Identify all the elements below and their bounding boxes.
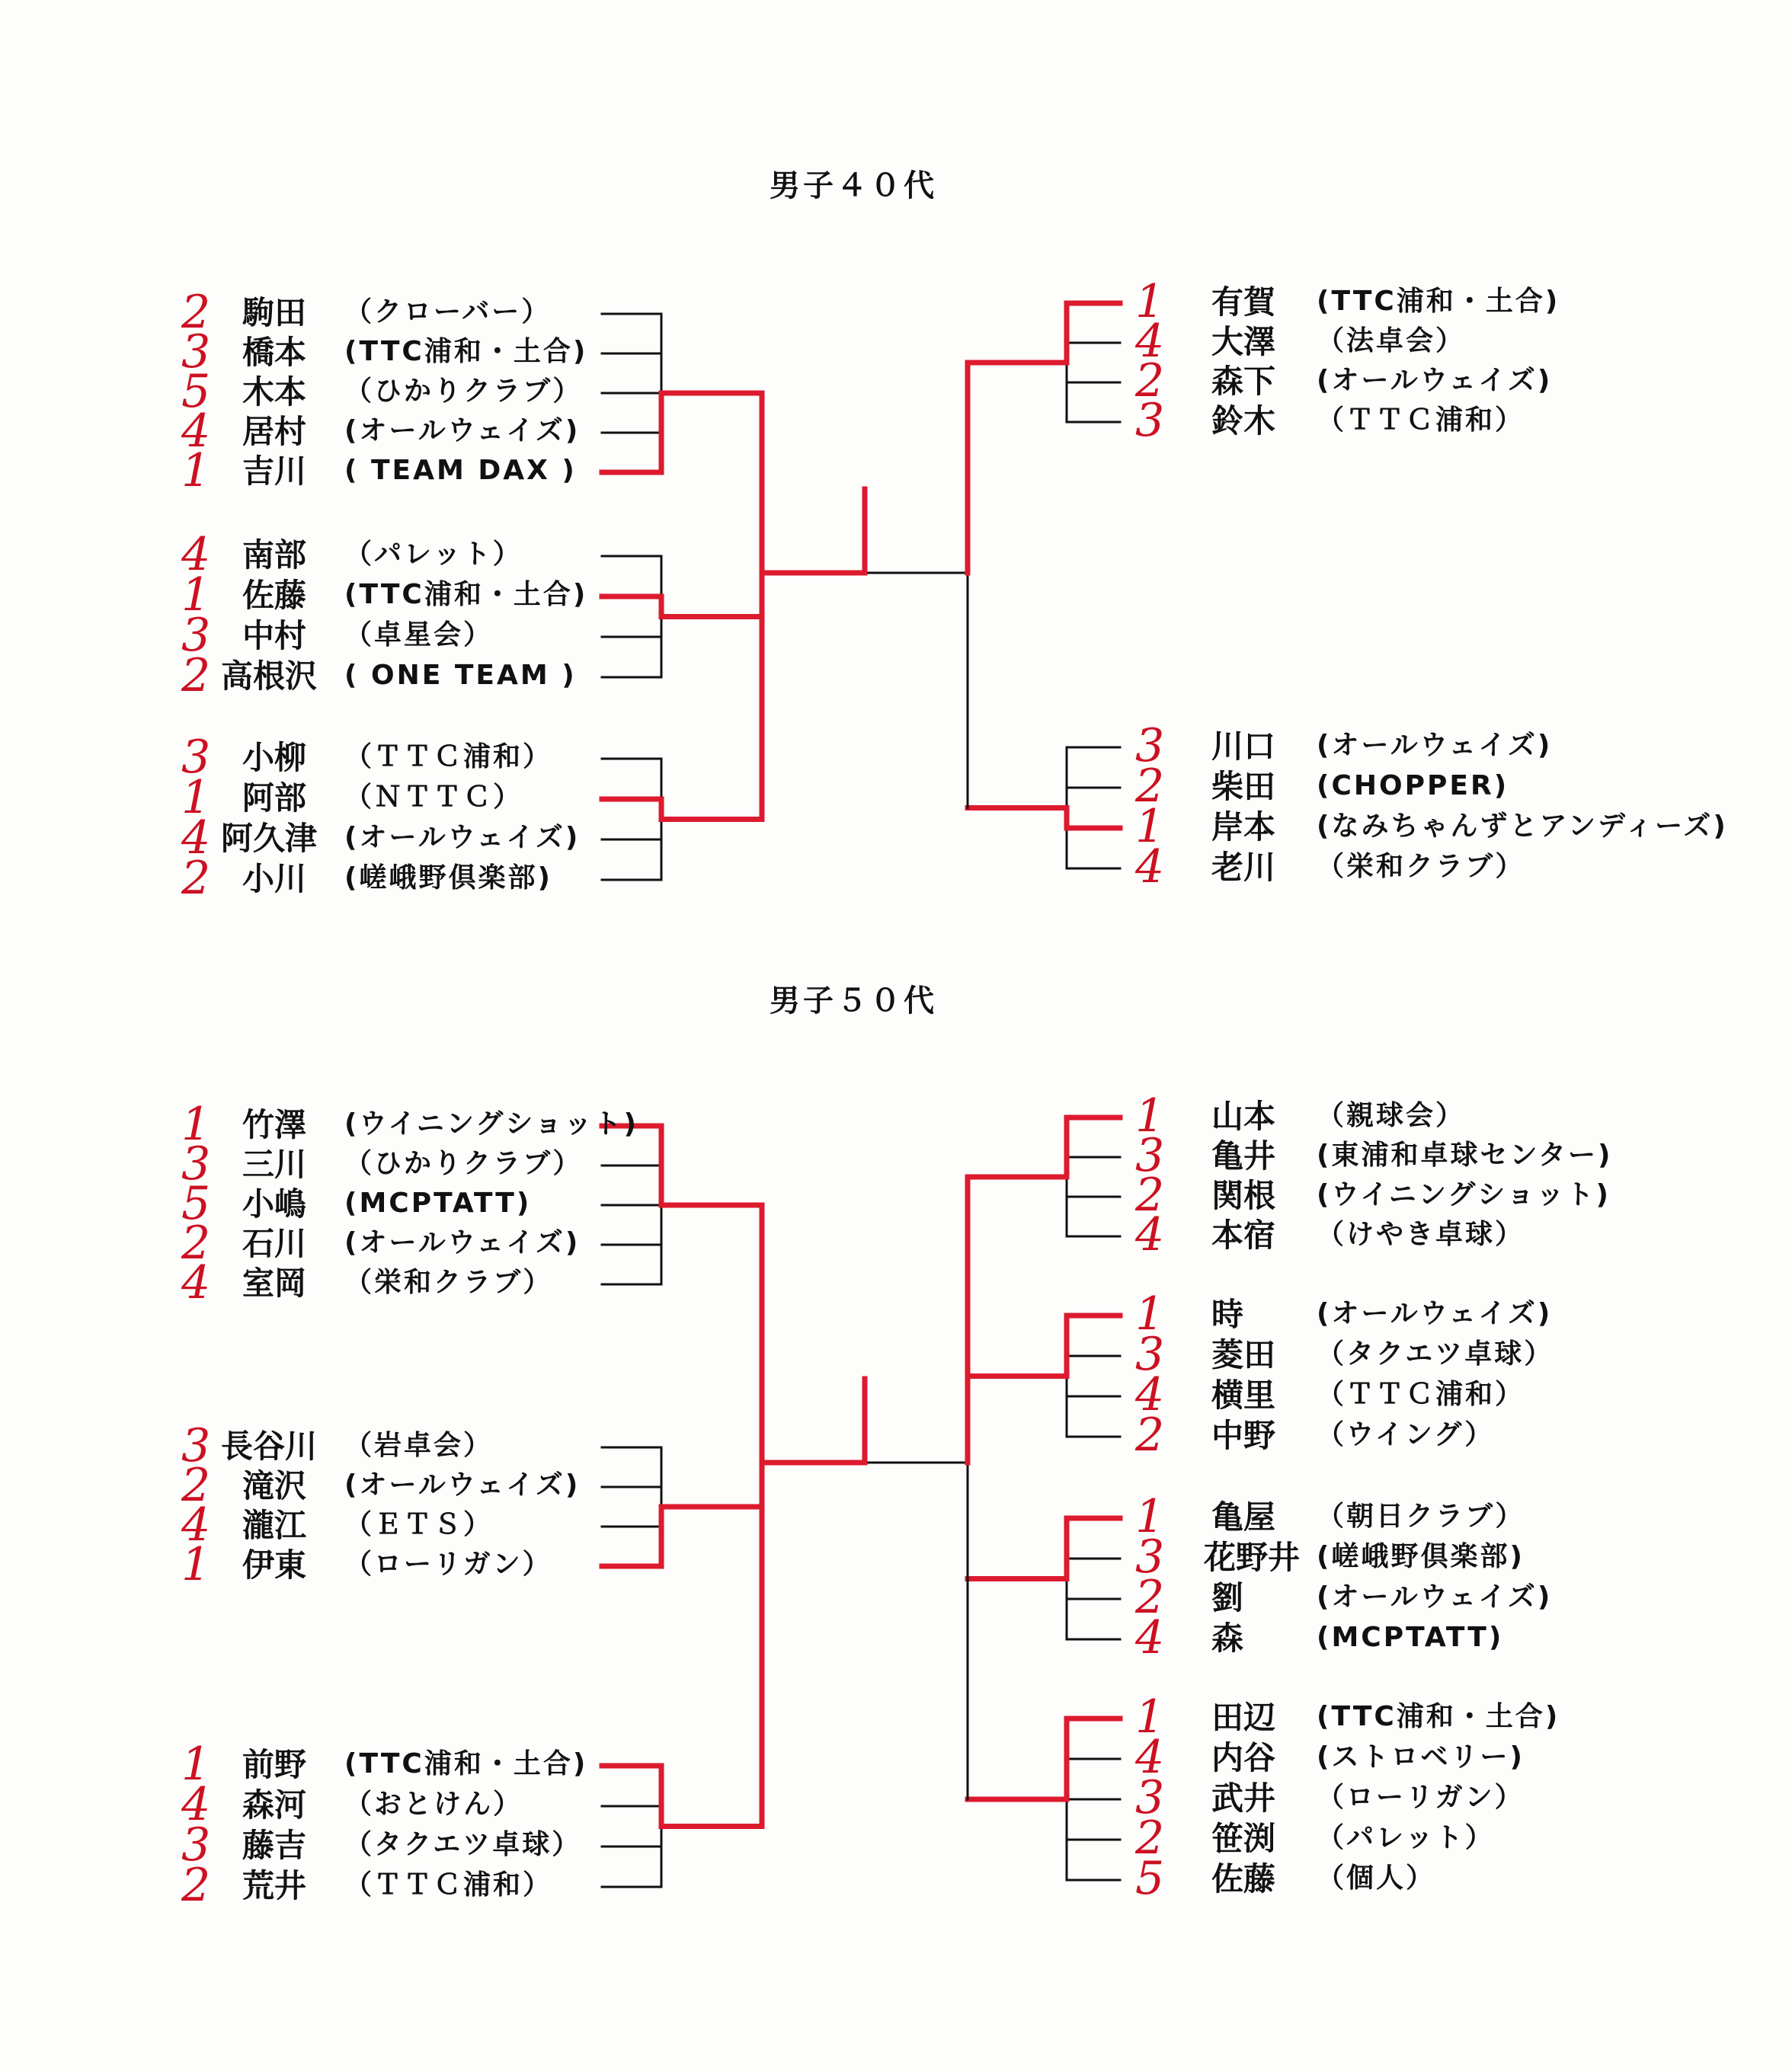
rank-mark: 2 [1135, 759, 1165, 813]
rank-mark: 4 [181, 1256, 211, 1309]
player-club: (CHOPPER) [1317, 770, 1509, 801]
rank-mark: 5 [181, 1177, 211, 1230]
rank-mark: 3 [1135, 1771, 1165, 1824]
player-club: （ローリガン） [1317, 1782, 1525, 1813]
player-club: （パレット） [344, 539, 523, 570]
player-name: 川口 [1211, 727, 1276, 765]
player-club: (TTC浦和・土合) [344, 336, 588, 367]
section-title-40s: 男子４０代 [770, 168, 937, 203]
player-name: 三川 [242, 1146, 307, 1183]
player-name: 亀井 [1211, 1137, 1276, 1175]
rank-mark: 2 [1135, 1811, 1165, 1865]
rank-mark: 4 [1135, 840, 1165, 894]
player-club: (オールウェイズ) [344, 822, 581, 853]
rank-mark: 4 [1135, 1731, 1165, 1784]
rank-mark: 4 [181, 811, 211, 865]
player-club: ( TEAM DAX ) [344, 455, 577, 486]
player-name: 鈴木 [1211, 402, 1276, 440]
player-name: 菱田 [1211, 1336, 1276, 1373]
player-name: 竹澤 [242, 1106, 307, 1143]
rank-mark: 1 [1135, 1287, 1165, 1341]
rank-mark: 2 [181, 1217, 211, 1270]
player-name: 森 [1211, 1620, 1244, 1657]
rank-mark: 2 [1135, 1409, 1165, 1462]
player-club: (オールウェイズ) [1317, 730, 1553, 761]
player-club: （パレット） [1317, 1822, 1495, 1853]
rank-mark: 3 [1135, 1530, 1165, 1584]
player-club: (オールウェイズ) [1317, 365, 1553, 396]
player-club: (嵯峨野倶楽部) [344, 862, 552, 894]
player-club: (TTC浦和・土合) [344, 1748, 588, 1779]
rank-mark: 2 [181, 1859, 211, 1912]
player-name: 時 [1211, 1296, 1244, 1333]
player-club: （岩卓会） [344, 1430, 494, 1461]
player-name: 小嶋 [242, 1185, 307, 1223]
player-club: （クローバー） [344, 296, 552, 328]
player-club: （ＴＴＣ浦和） [344, 741, 553, 772]
player-club: (オールウェイズ) [344, 1227, 581, 1258]
player-name: 橋本 [242, 334, 307, 371]
player-club: （けやき卓球） [1317, 1219, 1525, 1250]
player-club: （ローリガン） [344, 1549, 552, 1580]
player-name: 大澤 [1211, 323, 1276, 360]
player-club: (ウイニングショット) [344, 1108, 638, 1140]
player-name: 花野井 [1204, 1539, 1301, 1576]
player-name: 高根沢 [221, 657, 318, 695]
rank-mark: 2 [181, 286, 211, 339]
player-name: 中野 [1211, 1417, 1276, 1454]
player-club: (オールウェイズ) [344, 415, 581, 446]
player-club: （栄和クラブ） [344, 1267, 553, 1298]
player-name: 横里 [1211, 1377, 1276, 1414]
rank-mark: 1 [181, 1538, 211, 1591]
rank-mark: 3 [181, 1818, 211, 1872]
rank-mark: 4 [1135, 1208, 1165, 1261]
player-club: （ＴＴＣ浦和） [1317, 404, 1525, 436]
player-name: 室岡 [242, 1265, 307, 1302]
player-name: 藤吉 [242, 1827, 307, 1864]
player-name: 内谷 [1211, 1739, 1276, 1776]
player-name: 本宿 [1211, 1217, 1276, 1254]
player-name: 滝沢 [242, 1467, 307, 1504]
rank-mark: 2 [1135, 1571, 1165, 1624]
player-name: 阿久津 [221, 820, 318, 857]
rank-mark: 3 [1135, 394, 1165, 447]
player-club: （法卓会） [1317, 325, 1466, 357]
player-club: (TTC浦和・土合) [1317, 1701, 1560, 1732]
rank-mark: 2 [181, 852, 211, 905]
player-name: 中村 [242, 617, 307, 654]
player-club: （ウイング） [1317, 1419, 1495, 1450]
rank-mark: 4 [181, 1778, 211, 1831]
player-club: (東浦和卓球センター) [1317, 1140, 1613, 1171]
rank-mark: 2 [181, 1459, 211, 1512]
player-club: (MCPTATT) [344, 1188, 532, 1219]
rank-mark: 3 [181, 1419, 211, 1472]
player-club: (なみちゃんずとアンディーズ) [1317, 811, 1728, 842]
player-name: 駒田 [242, 294, 307, 331]
player-club: （タクエツ卓球） [1317, 1338, 1554, 1370]
player-name: 長谷川 [221, 1428, 318, 1465]
player-name: 有賀 [1211, 283, 1276, 321]
player-name: 亀屋 [1211, 1498, 1276, 1536]
player-name: 伊東 [242, 1546, 307, 1584]
player-club: （朝日クラブ） [1317, 1501, 1525, 1532]
player-club: (ウイニングショット) [1317, 1179, 1611, 1210]
rank-mark: 4 [1135, 1368, 1165, 1421]
player-name: 田辺 [1211, 1699, 1276, 1736]
player-name: 山本 [1211, 1098, 1276, 1135]
player-club: (オールウェイズ) [1317, 1298, 1553, 1329]
rank-mark: 3 [181, 325, 211, 379]
rank-mark: 3 [181, 609, 211, 662]
player-club: (オールウェイズ) [344, 1469, 581, 1501]
section-title-50s: 男子５０代 [770, 983, 937, 1018]
rank-mark: 2 [181, 649, 211, 702]
rank-mark: 3 [1135, 1328, 1165, 1381]
player-name: 石川 [242, 1225, 307, 1262]
rank-mark: 3 [181, 731, 211, 784]
rank-mark: 1 [181, 444, 211, 497]
player-club: （ひかりクラブ） [344, 376, 583, 407]
player-club: （個人） [1317, 1863, 1436, 1894]
player-name: 吉川 [242, 452, 307, 490]
player-club: (オールウェイズ) [1317, 1581, 1553, 1613]
player-name: 南部 [242, 536, 307, 574]
player-club: (TTC浦和・土合) [344, 579, 588, 610]
player-club: (MCPTATT) [1317, 1622, 1504, 1653]
player-club: （親球会） [1317, 1100, 1466, 1131]
player-name: 居村 [242, 413, 307, 450]
player-club: （栄和クラブ） [1317, 851, 1525, 882]
player-club: （卓星会） [344, 619, 494, 651]
player-club: ( ONE TEAM ) [344, 660, 577, 691]
rank-mark: 1 [1135, 275, 1165, 328]
player-club: （ＮＴＴＣ） [344, 782, 523, 813]
player-name: 阿部 [242, 779, 307, 817]
player-name: 荒井 [242, 1867, 307, 1904]
rank-mark: 4 [181, 528, 211, 581]
player-name: 老川 [1211, 849, 1276, 886]
player-name: 木本 [242, 373, 307, 411]
rank-mark: 1 [181, 771, 211, 824]
rank-mark: 2 [1135, 354, 1165, 408]
player-club: (TTC浦和・土合) [1317, 286, 1560, 317]
player-club: （タクエツ卓球） [344, 1829, 582, 1860]
player-name: 佐藤 [1211, 1860, 1276, 1898]
player-name: 岸本 [1211, 808, 1276, 846]
player-name: 小川 [242, 860, 307, 897]
rank-mark: 1 [1135, 1690, 1165, 1744]
rank-mark: 1 [1135, 800, 1165, 853]
player-name: 関根 [1211, 1177, 1276, 1214]
rank-mark: 5 [181, 365, 211, 418]
rank-mark: 3 [1135, 1129, 1165, 1182]
player-club: （おとけん） [344, 1789, 523, 1820]
player-club: （ＴＴＣ浦和） [1317, 1379, 1525, 1410]
player-club: （ひかりクラブ） [344, 1148, 583, 1179]
player-name: 柴田 [1211, 768, 1276, 805]
rank-mark: 1 [181, 1738, 211, 1791]
player-name: 武井 [1211, 1779, 1276, 1817]
player-name: 劉 [1211, 1579, 1244, 1616]
rank-mark: 1 [1135, 1089, 1165, 1143]
player-name: 森下 [1211, 363, 1276, 400]
rank-mark: 4 [181, 404, 211, 458]
player-name: 小柳 [242, 739, 307, 776]
rank-mark: 4 [181, 1498, 211, 1552]
rank-mark: 3 [1135, 719, 1165, 772]
rank-mark: 4 [1135, 1611, 1165, 1664]
rank-mark: 5 [1135, 1852, 1165, 1905]
player-name: 佐藤 [242, 577, 307, 614]
player-name: 笹渕 [1211, 1820, 1276, 1857]
rank-mark: 1 [1135, 1490, 1165, 1543]
rank-mark: 3 [181, 1137, 211, 1191]
rank-mark: 1 [181, 568, 211, 622]
player-name: 前野 [242, 1746, 307, 1783]
player-club: （ＴＴＣ浦和） [344, 1869, 553, 1901]
player-club: （ＥＴＳ） [344, 1509, 494, 1540]
rank-mark: 2 [1135, 1169, 1165, 1222]
player-club: (嵯峨野倶楽部) [1317, 1541, 1525, 1572]
player-name: 森河 [242, 1786, 307, 1824]
player-club: (ストロベリー) [1317, 1741, 1525, 1773]
rank-mark: 1 [181, 1098, 211, 1151]
player-name: 瀧江 [242, 1507, 307, 1544]
rank-mark: 4 [1135, 315, 1165, 368]
